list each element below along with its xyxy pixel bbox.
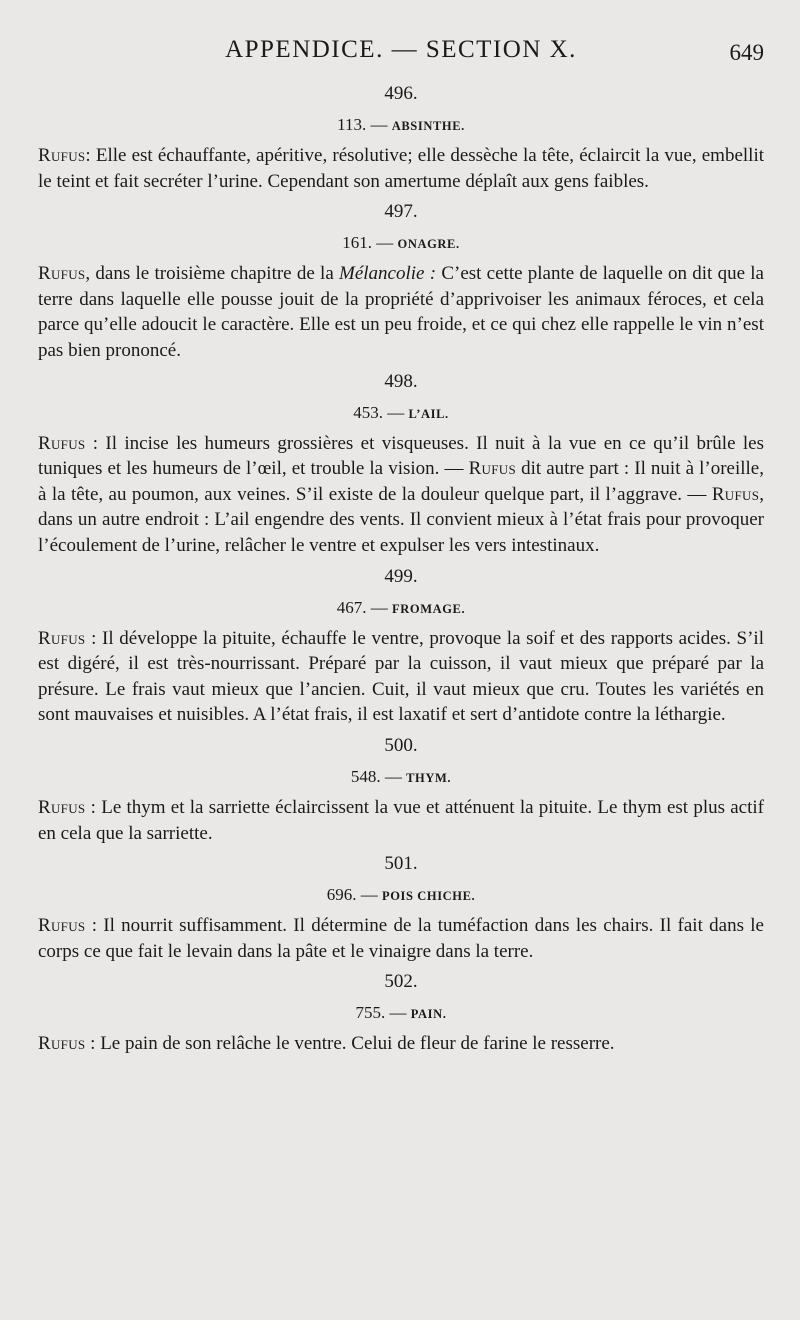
entry-497 bbox=[38, 200, 764, 363]
entry-ref: 696. — bbox=[326, 885, 382, 905]
entry-heading bbox=[38, 114, 764, 137]
entry-name: ONAGRE. bbox=[397, 237, 460, 252]
entry-body: C’est cette plante de laquelle on dit que la terre dans laquelle elle pousse jouit de la propriété d’apprivoiser les animaux féroces, et cela parce qu’elle adoucit le caractère. Elle est un peu froide, et ce qui chez elle rappelle le vin n’est pas bien prononcé. bbox=[38, 263, 764, 361]
running-title: APPENDICE. — SECTION X. bbox=[225, 36, 577, 63]
author-name: Rufus bbox=[38, 145, 86, 166]
entry-body: : Il nourrit suffisamment. Il détermine de la tuméfaction dans les chairs. Il fait dans le corps ce que fait le levain dans la pâte et le vinaigre dans la terre. bbox=[38, 915, 764, 962]
entry-ref: 161. — bbox=[342, 233, 398, 253]
entry-499 bbox=[38, 565, 764, 728]
author-name: Rufus bbox=[711, 483, 760, 505]
entry-heading bbox=[38, 884, 764, 907]
entry-text bbox=[38, 143, 764, 194]
entry-ref: 113. — bbox=[337, 115, 392, 134]
entry-number: 497. bbox=[384, 201, 418, 223]
author-name: Rufus bbox=[38, 263, 86, 285]
entry-501 bbox=[38, 852, 764, 964]
entry-502 bbox=[38, 970, 764, 1057]
author-name: Rufus bbox=[468, 458, 516, 480]
entry-text bbox=[38, 1031, 764, 1057]
entry-name: THYM. bbox=[406, 770, 452, 785]
entry-name: ABSINTHE. bbox=[391, 119, 465, 133]
running-head bbox=[38, 30, 764, 76]
entry-body: , dans le troisième chapitre de la bbox=[85, 263, 340, 285]
entry-heading bbox=[38, 1002, 764, 1025]
entry-text bbox=[38, 626, 764, 728]
book-title: Mélancolie : bbox=[339, 263, 437, 285]
entry-498 bbox=[38, 370, 764, 559]
entry-name: L’AIL. bbox=[408, 406, 449, 421]
entry-text bbox=[38, 795, 764, 846]
entry-body: : Elle est échauffante, apéritive, résolutive; elle dessèche la tête, éclaircit la vue, embellit le teint et fait secréter l’urine. Cependant son amertume déplaît aux gens faibles. bbox=[38, 145, 764, 192]
entry-number: 500. bbox=[384, 734, 418, 756]
entry-ref: 755. — bbox=[355, 1003, 411, 1023]
author-name: Rufus bbox=[38, 915, 86, 937]
entry-496 bbox=[38, 82, 764, 194]
entry-text bbox=[38, 431, 764, 559]
author-name: Rufus bbox=[38, 796, 86, 818]
entry-heading bbox=[38, 597, 764, 620]
entry-number: 496. bbox=[384, 83, 418, 104]
entry-text bbox=[38, 261, 764, 363]
entry-body: dit autre part : Il nuit à l’oreille, à la tête, au poumon, aux veines. S’il existe de la douleur quelque part, il l’aggrave. — bbox=[38, 458, 764, 505]
entry-body: : Le thym et la sarriette éclaircissent la vue et atténuent la pituite. Le thym est plus actif en cela que la sarriette. bbox=[38, 796, 764, 844]
author-name: Rufus bbox=[38, 1033, 86, 1055]
entry-ref: 467. — bbox=[336, 597, 393, 617]
entry-number: 499. bbox=[384, 565, 418, 587]
entry-number: 498. bbox=[384, 370, 418, 392]
entry-text bbox=[38, 913, 764, 964]
entry-body: , dans un autre endroit : L’ail engendre des vents. Il convient mieux à l’état frais pour provoquer l’écoulement de l’urine, relâcher le ventre et expulser les vers intestinaux. bbox=[38, 483, 764, 556]
entry-name: POIS CHICHE. bbox=[381, 889, 476, 904]
entry-name: FROMAGE. bbox=[392, 601, 466, 616]
entry-body: : Il développe la pituite, échauffe le ventre, provoque la soif et des rapports acides. S’il est digéré, il est très-nourrissant. Préparé par la cuisson, il vaut mieux que préparé par la présure. Le frais vaut mieux que l’ancien. Cuit, il vaut mieux que cru. Toutes les variétés en sont mauvaises et nuisibles. A l’état frais, il est laxatif et sert d’antidote contre la léthargie. bbox=[38, 627, 764, 726]
page-number: 649 bbox=[729, 40, 764, 65]
entry-ref: 453. — bbox=[353, 402, 409, 422]
entry-heading bbox=[38, 402, 764, 425]
entry-500 bbox=[38, 734, 764, 846]
entry-heading bbox=[38, 232, 764, 255]
author-name: Rufus bbox=[38, 627, 86, 649]
entry-name: PAIN. bbox=[410, 1007, 447, 1022]
entry-ref: 548. — bbox=[350, 766, 407, 786]
entry-number: 502. bbox=[384, 971, 418, 993]
entry-number: 501. bbox=[384, 853, 418, 875]
entry-body: : Le pain de son relâche le ventre. Celui de fleur de farine le resserre. bbox=[85, 1033, 615, 1055]
entry-heading bbox=[38, 766, 764, 789]
entry-body: : Il incise les humeurs grossières et visqueuses. Il nuit à la vue en ce qu’il brûle les tuniques et les humeurs de l’œil, et trouble la vision. — bbox=[38, 432, 764, 480]
author-name: Rufus bbox=[38, 432, 86, 454]
